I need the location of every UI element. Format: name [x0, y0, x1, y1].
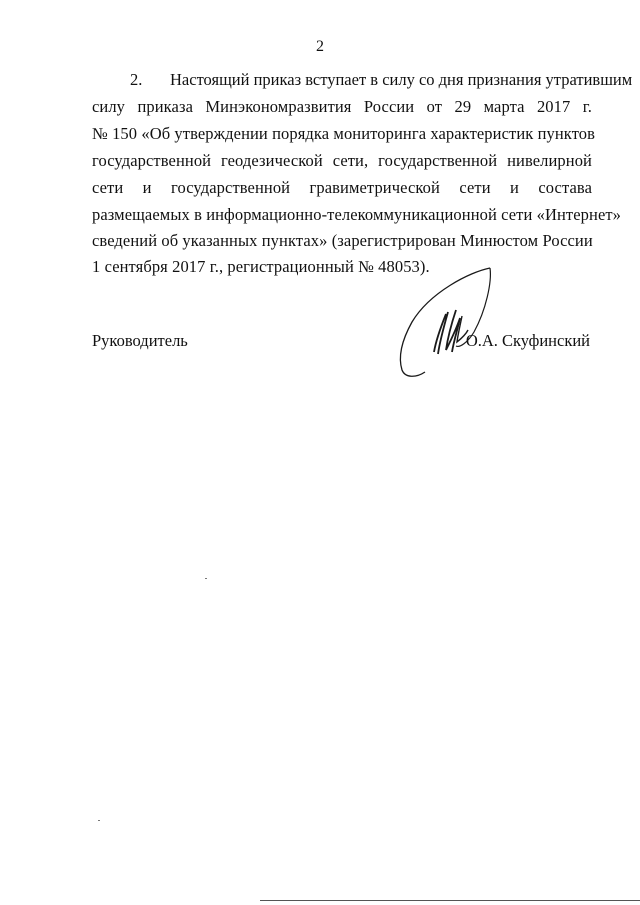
paragraph-line-1: Настоящий приказ вступает в силу со дня признания утратившим — [170, 70, 633, 89]
scan-edge-line — [260, 900, 640, 901]
handwritten-signature-icon — [390, 262, 500, 382]
paragraph-first-line — [92, 70, 633, 90]
paragraph-line-6: размещаемых в информационно-телекоммуникационной сети «Интернет» — [92, 205, 622, 224]
position-title: Руководитель — [92, 331, 188, 350]
page-number: 2 — [316, 38, 324, 55]
scan-speck — [205, 578, 207, 579]
paragraph-line-4: государственной геодезической сети, государственной нивелирной — [92, 151, 592, 170]
paragraph-line-2: силу приказа Минэкономразвития России от 29 марта 2017 г. — [92, 97, 592, 116]
paragraph-line-3: № 150 «Об утверждении порядка мониторинга характеристик пунктов — [92, 124, 596, 143]
paragraph-number: 2. — [130, 70, 143, 89]
paragraph-line-8: 1 сентября 2017 г., регистрационный № 48053). — [92, 257, 430, 276]
paragraph-line-7: сведений об указанных пунктах» (зарегистрирован Минюстом России — [92, 231, 593, 250]
scan-speck — [98, 820, 100, 821]
signatory-name: О.А. Скуфинский — [465, 331, 590, 350]
paragraph-line-5: сети и государственной гравиметрической сети и состава — [92, 178, 592, 197]
